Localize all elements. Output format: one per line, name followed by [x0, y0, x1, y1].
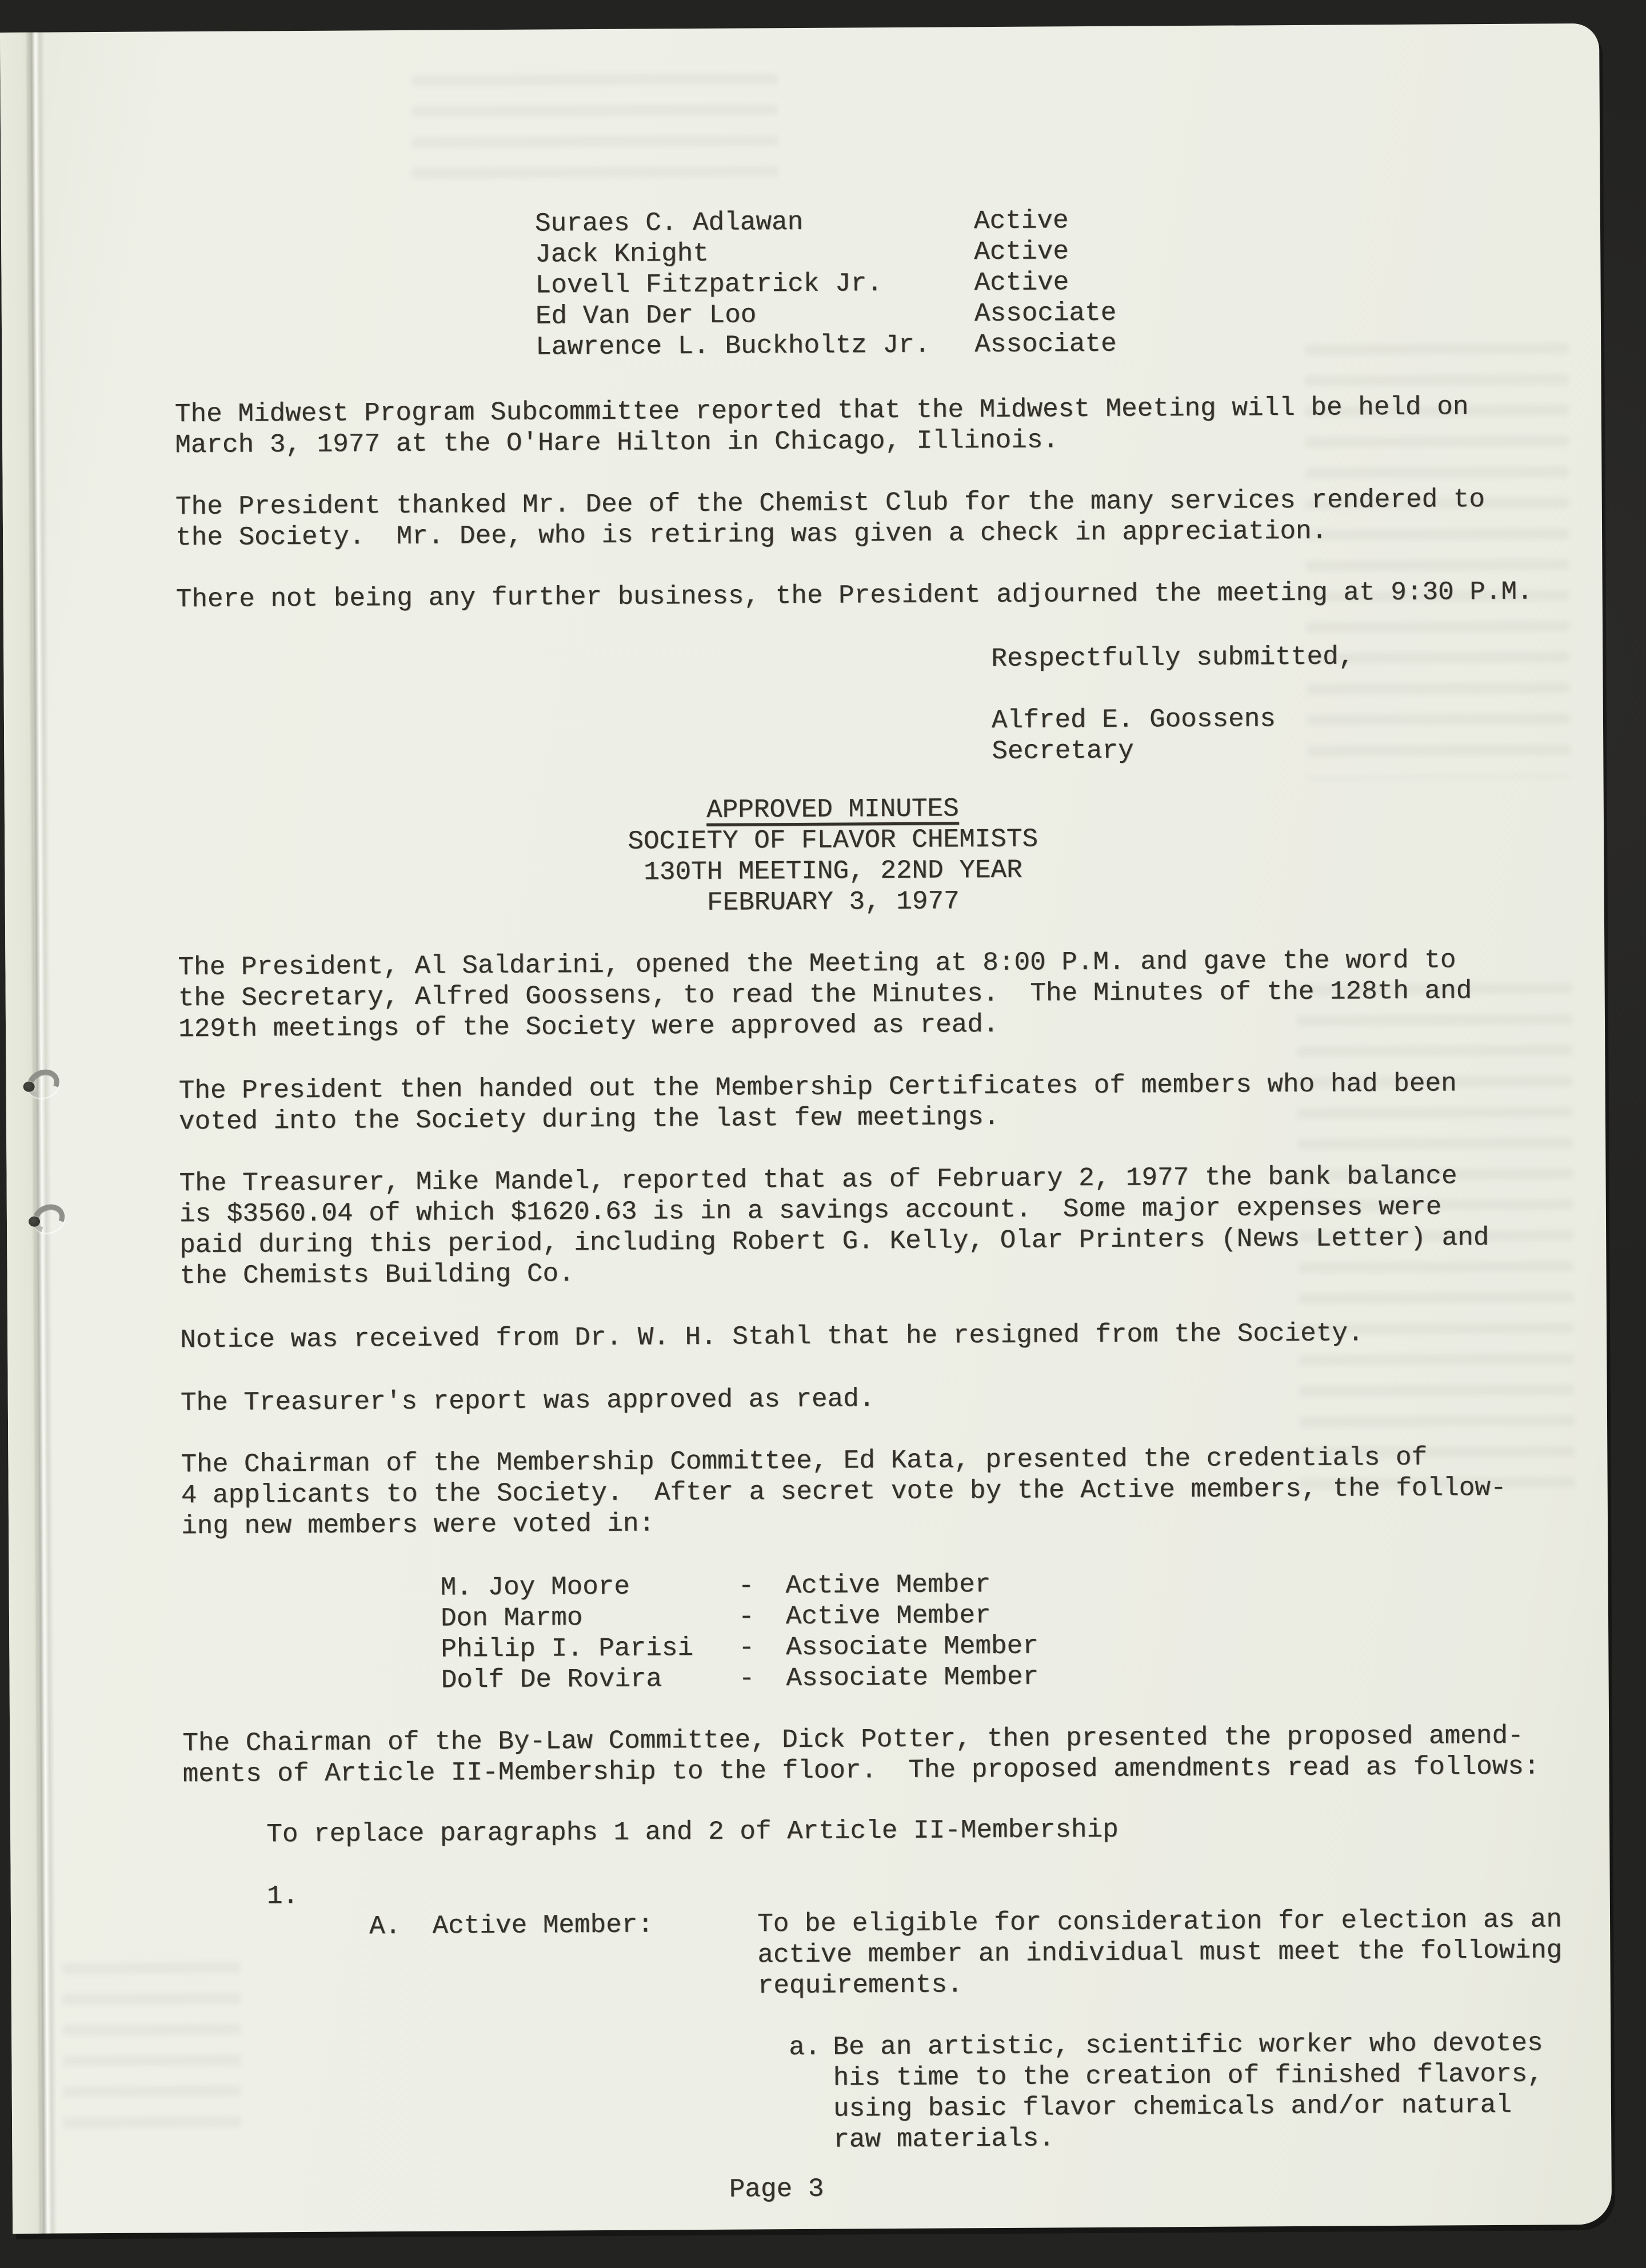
binding-stitch-icon: [23, 1067, 59, 1097]
bylaw-clause-text: To be eligible for consideration for election as an active member an individual must meet the following requirements.: [757, 1905, 1563, 2001]
page-number: Page 3: [729, 2174, 824, 2205]
pending-member-statuses: Active Active Active Associate Associate: [973, 206, 1117, 360]
paragraph-treasurer-approved: The Treasurer's report was approved as read.: [180, 1384, 875, 1418]
paragraph-adjournment: There not being any further business, the President adjourned the meeting at 9:30 P.M.: [175, 577, 1533, 615]
voted-member-names: M. Joy Moore Don Marmo Philip I. Parisi Dolf De Rovira: [440, 1571, 694, 1695]
paragraph-treasurer-report: The Treasurer, Mike Mandel, reported that as of February 2, 1977 the bank balance is $3560.04 of which $1620.63 is in a savings account. Some major expenses were paid during this period, including Robert G. Kelly, Olar Printers (News Letter) and the Chemists Building Co.: [179, 1161, 1489, 1291]
paragraph-stahl-notice: Notice was received from Dr. W. H. Stahl that he resigned from the Society.: [180, 1318, 1364, 1355]
bylaw-item-number: 1.: [266, 1881, 299, 1911]
bylaw-clause-label: A. Active Member:: [369, 1910, 654, 1942]
bylaw-subclause-text: Be an artistic, scientific worker who devotes his time to the creation of finished flavors, using basic flavor chemicals and/or natural raw materials.: [833, 2028, 1543, 2155]
paragraph-certificates: The President then handed out the Membership Certificates of members who had been voted into the Society during the last few meetings.: [178, 1069, 1457, 1137]
paragraph-opening: The President, Al Saldarini, opened the Meeting at 8:00 P.M. and gave the word to the Secretary, Alfred Goossens, to read the Minutes. The Minutes of the 128th and 129th meetings of the Society were approved as read.: [178, 945, 1472, 1045]
paragraph-midwest-meeting: The Midwest Program Subcommittee reported that the Midwest Meeting will be held on March 3, 1977 at the O'Hare Hilton in Chicago, Illinois.: [174, 392, 1469, 461]
closing-respectfully: Respectfully submitted,: [991, 642, 1355, 674]
heading-meeting-date: FEBRUARY 3, 1977: [706, 886, 960, 918]
signature-block: Alfred E. Goossens Secretary: [991, 704, 1276, 767]
ink-bleedthrough: [412, 74, 778, 179]
voted-member-roles: - Active Member - Active Member - Associate Member - Associate Member: [738, 1570, 1039, 1694]
paragraph-bylaw-intro: The Chairman of the By-Law Committee, Dick Potter, then presented the proposed amend- ments of Article II-Membership to the floor. The proposed amendments read as follows:: [182, 1721, 1540, 1790]
ink-bleedthrough: [62, 1963, 241, 2135]
heading-approved-minutes: APPROVED MINUTES: [706, 794, 959, 825]
pending-member-names: Suraes C. Adlawan Jack Knight Lovell Fitzpatrick Jr. Ed Van Der Loo Lawrence L. Buckholtz Jr.: [534, 207, 930, 362]
bylaw-subclause-label: a.: [789, 2032, 821, 2063]
bylaw-replace-line: To replace paragraphs 1 and 2 of Article II-Membership: [266, 1814, 1118, 1850]
paper-page: [0, 23, 1612, 2234]
binding-stitch-icon: [29, 1202, 65, 1232]
heading-society-name: SOCIETY OF FLAVOR CHEMISTS: [628, 824, 1038, 857]
paragraph-membership-vote: The Chairman of the Membership Committee, Ed Kata, presented the credentials of 4 applicants to the Society. After a secret vote by the Active members, the follow- ing new members were voted in:: [181, 1442, 1507, 1542]
paragraph-president-thanks: The President thanked Mr. Dee of the Chemist Club for the many services rendered to the Society. Mr. Dee, who is retiring was given a check in appreciation.: [175, 485, 1485, 553]
heading-meeting-number: 130TH MEETING, 22ND YEAR: [644, 855, 1022, 887]
